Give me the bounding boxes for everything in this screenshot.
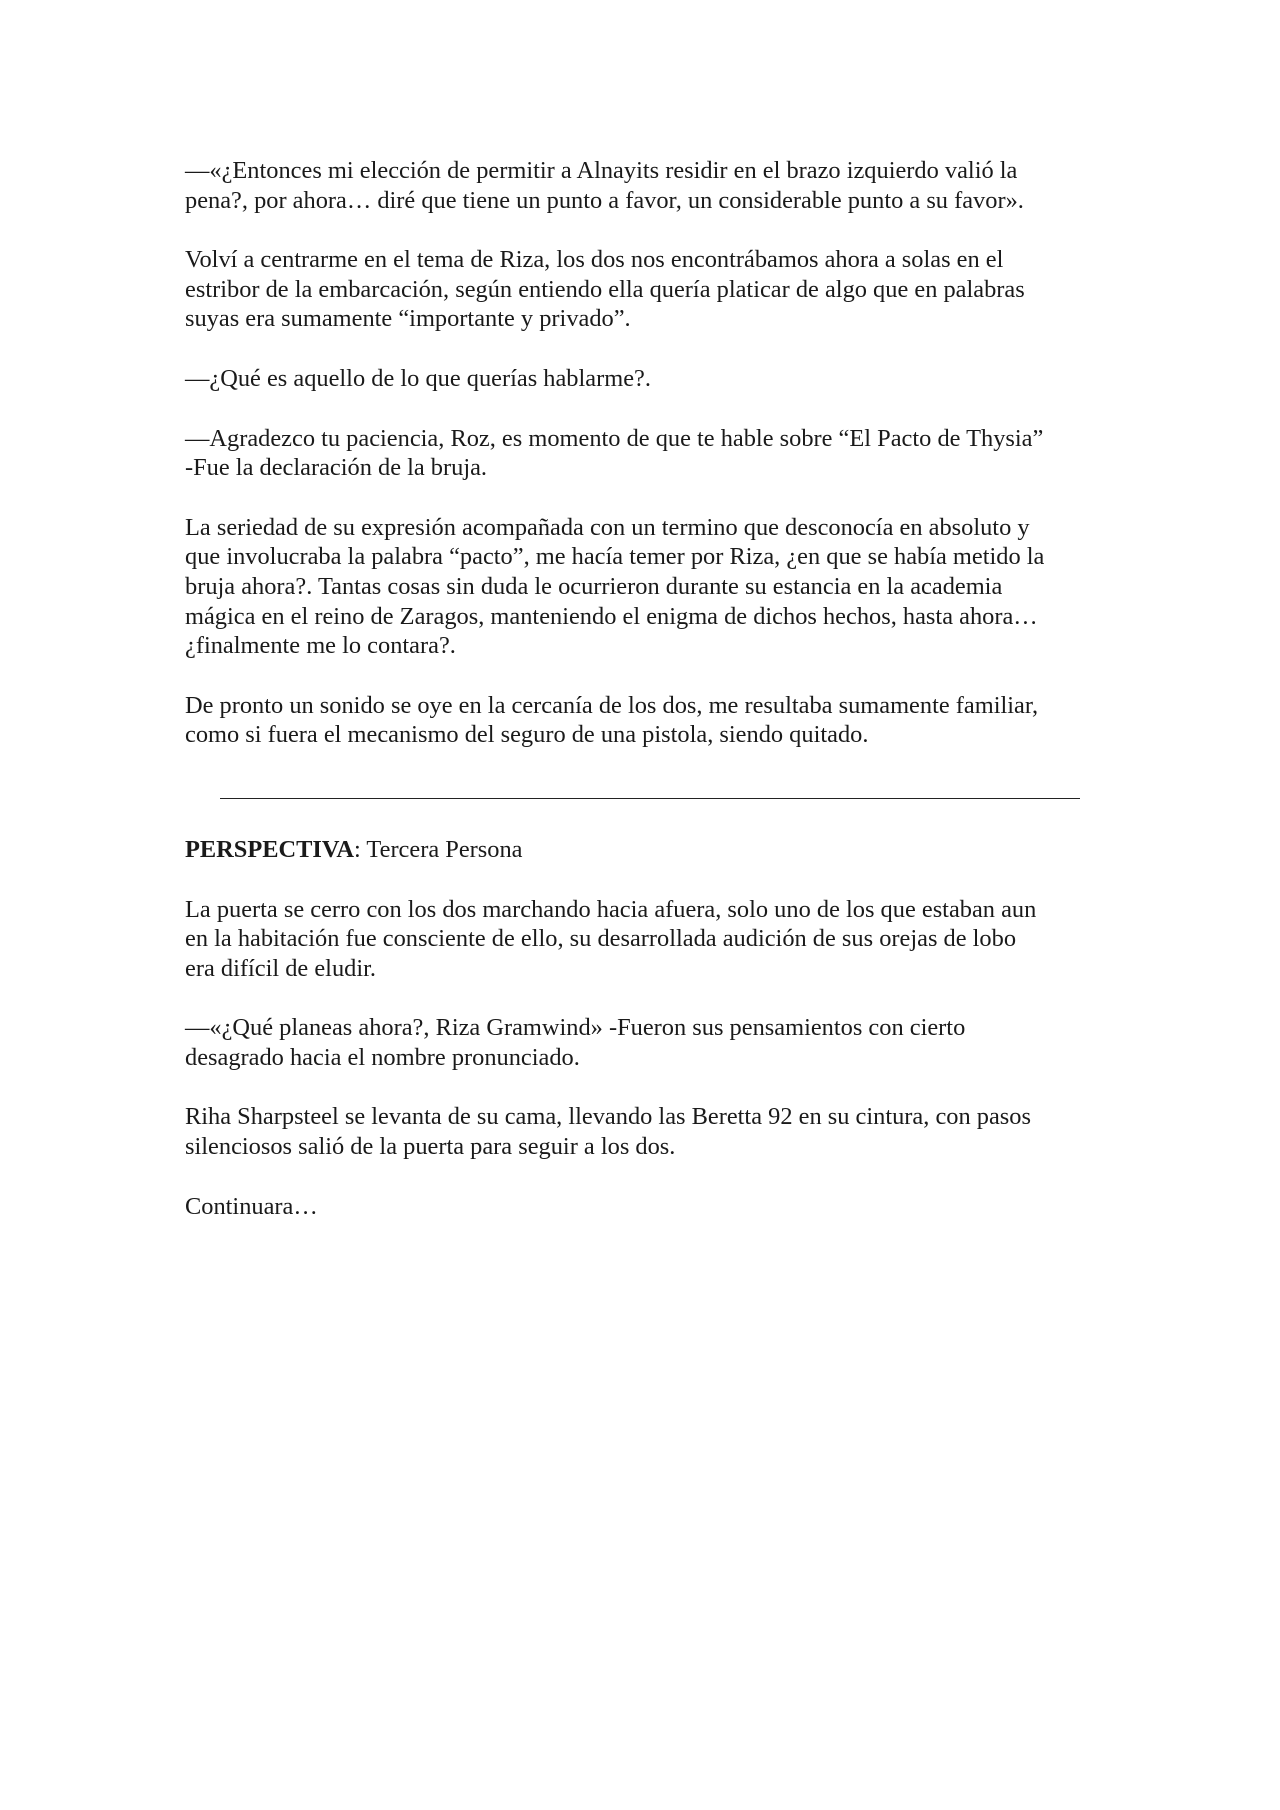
document-page [185,156,1115,1251]
paragraph: Riha Sharpsteel se levanta de su cama, llevando las Beretta 92 en su cintura, con pasos silenciosos salió de la puerta para seguir a los dos. [185,1103,1031,1161]
paragraph: —«¿Entonces mi elección de permitir a Alnayits residir en el brazo izquierdo valió la pena?, por ahora… diré que tiene un punto a favor, un considerable punto a su favor». [185,157,1024,214]
paragraph: La seriedad de su expresión acompañada con un termino que desconocía en absoluto y que involucraba la palabra “pacto”, me hacía temer por Riza, ¿en que se había metido la bruja ahora?. Tantas cosas sin duda le ocurrieron durante su estancia en la academia mágica en el reino de Zaragos, manteniendo el enigma de dichos hechos, hasta ahora… ¿finalmente me lo contara?. [185,513,1045,660]
closing-line: Continuara… [185,1192,318,1220]
paragraph: La puerta se cerro con los dos marchando hacia afuera, solo uno de los que estaban aun en la habitación fue consciente de ello, su desarrollada audición de sus orejas de lobo era difícil de eludir. [185,895,1037,982]
paragraph: De pronto un sonido se oye en la cercanía de los dos, me resultaba sumamente familiar, como si fuera el mecanismo del seguro de una pistola, siendo quitado. [185,691,1039,749]
perspective-line [185,835,1115,865]
paragraph: —Agradezco tu paciencia, Roz, es momento de que te hable sobre “El Pacto de Thysia” -Fue la declaración de la bruja. [185,424,1044,482]
perspective-label: PERSPECTIVA [185,835,354,863]
paragraph: —¿Qué es aquello de lo que querías hablarme?. [185,364,651,392]
paragraph: —«¿Qué planeas ahora?, Riza Gramwind» -Fueron sus pensamientos con cierto desagrado hacia el nombre pronunciado. [185,1014,966,1071]
section-divider [220,798,1080,799]
paragraph: Volví a centrarme en el tema de Riza, los dos nos encontrábamos ahora a solas en el estribor de la embarcación, según entiendo ella quería platicar de algo que en palabras suyas era sumamente “importante y privado”. [185,246,1025,333]
perspective-value: : Tercera Persona [353,835,523,863]
